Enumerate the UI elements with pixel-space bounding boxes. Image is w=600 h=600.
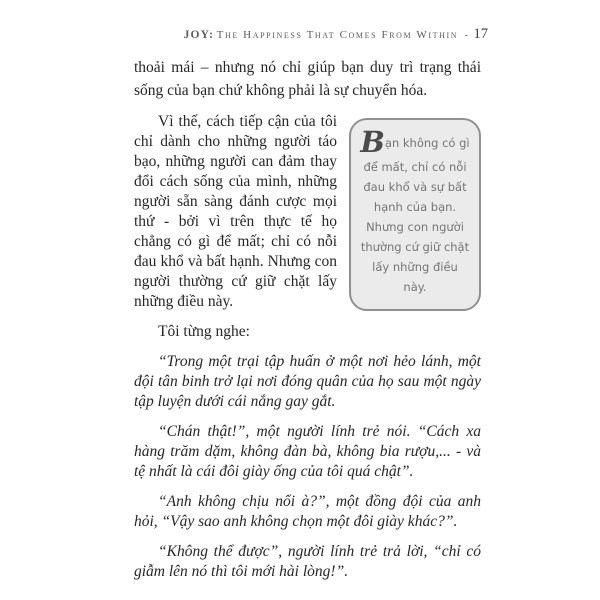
pull-quote-text: ạn không có gì để mất, chỉ có nỗi đau khổ và sự bất hạnh của bạn. Nhưng con người thường cứ giữ chặt lấy những điều này. [360,136,470,294]
page-number: 17 [473,26,488,42]
pull-quote-box [349,118,481,311]
book-title-prefix: JOY: [183,29,215,41]
paragraph-continuation: thoải mái – nhưng nó chỉ giúp bạn duy trì trạng thái sống của bạn chứ không phải là sự chuyển hóa. [134,59,481,99]
story-quote-3: “Anh không chịu nổi à?”, một đồng đội của anh hỏi, “Vậy sao anh không chọn một đôi giày khác?”. [134,493,481,530]
drop-cap-initial: B [360,125,385,159]
paragraph-with-pullquote [134,112,481,312]
story-quote-4: “Không thể được”, người lính trẻ trả lời, “chỉ có giẫm lên nó thì tôi mới hài lòng!”. [134,543,481,580]
paragraph-lead-in: Tôi từng nghe: [158,323,250,340]
story-quote-1: “Trong một trại tập huấn ở một nơi hẻo lánh, một đội tân binh trở lại nơi đóng quân của họ sau một ngày tập luyện dưới cái nắng gay gắt. [134,353,481,410]
paragraph-approach: Vì thế, cách tiếp cận của tôi chỉ dành cho những người táo bạo, những người can đảm thay đổi cách sống của mình, những người sẵn sàng đánh cược mọi thứ - bởi vì trên thực tế họ chẳng có gì để mất; chỉ có nỗi đau khổ và bất hạnh. Nhưng con người thường cứ giữ chặt lấy những điều này. [134,113,337,310]
page-body [134,56,481,592]
header-separator: - [464,30,468,41]
running-header [184,26,488,43]
book-title: The Happiness That Comes From Within [216,29,459,41]
story-quote-2: “Chán thật!”, một người lính trẻ nói. “Cách xa hàng trăm dặm, không đàn bà, không bia rượu,... - và tệ nhất là cái đôi giày ống của tôi quá chật”. [134,423,481,480]
